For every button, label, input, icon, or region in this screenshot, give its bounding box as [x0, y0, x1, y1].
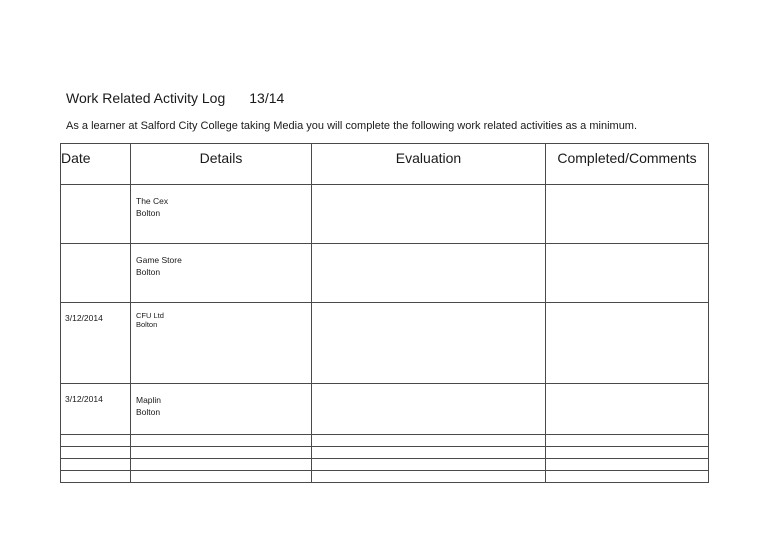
- details-line: Bolton: [136, 320, 158, 329]
- details-line: Maplin: [136, 395, 162, 405]
- empty-cell: [61, 471, 131, 483]
- empty-cell: [312, 435, 546, 447]
- details-line: The Cex: [136, 196, 169, 206]
- intro-text: As a learner at Salford City College taking Media you will complete the following work related activities as a minimum.: [66, 120, 638, 132]
- details-cell: [131, 384, 312, 435]
- empty-cell: [61, 447, 131, 459]
- empty-table-row: [61, 435, 709, 447]
- header-details: Details: [131, 144, 312, 185]
- empty-table-row: [61, 459, 709, 471]
- header-date: Date: [61, 144, 131, 185]
- details-line: Bolton: [136, 407, 161, 417]
- empty-cell: [546, 435, 709, 447]
- evaluation-cell: [312, 244, 546, 303]
- evaluation-cell: [312, 384, 546, 435]
- table-row: [61, 384, 709, 435]
- document-code: 13/14: [249, 90, 285, 106]
- empty-table-row: [61, 471, 709, 483]
- empty-cell: [131, 471, 312, 483]
- activity-log-table: [60, 143, 709, 483]
- date-cell: 3/12/2014: [61, 384, 131, 435]
- empty-cell: [131, 435, 312, 447]
- details-line: Bolton: [136, 267, 161, 277]
- empty-cell: [131, 447, 312, 459]
- table-row: [61, 185, 709, 244]
- date-cell: [61, 244, 131, 303]
- date-cell: [61, 185, 131, 244]
- empty-cell: [61, 459, 131, 471]
- details-line: CFU Ltd: [136, 311, 164, 320]
- empty-table-row: [61, 447, 709, 459]
- completed-cell: [546, 185, 709, 244]
- details-line: Bolton: [136, 208, 161, 218]
- evaluation-cell: [312, 303, 546, 384]
- header-evaluation: Evaluation: [312, 144, 546, 185]
- header-completed-comments: Completed/Comments: [546, 144, 709, 185]
- completed-cell: [546, 244, 709, 303]
- document-title: Work Related Activity Log: [66, 90, 226, 106]
- details-cell: [131, 244, 312, 303]
- table-row: [61, 303, 709, 384]
- details-cell: [131, 303, 312, 384]
- empty-cell: [312, 471, 546, 483]
- date-cell: 3/12/2014: [61, 303, 131, 384]
- empty-cell: [546, 459, 709, 471]
- empty-cell: [312, 447, 546, 459]
- empty-cell: [131, 459, 312, 471]
- empty-cell: [546, 471, 709, 483]
- completed-cell: [546, 303, 709, 384]
- completed-cell: [546, 384, 709, 435]
- table-header-row: [61, 144, 709, 185]
- empty-cell: [312, 459, 546, 471]
- details-line: Game Store: [136, 255, 182, 265]
- table-row: [61, 244, 709, 303]
- empty-cell: [61, 435, 131, 447]
- document-title-line: [66, 90, 284, 106]
- details-cell: [131, 185, 312, 244]
- evaluation-cell: [312, 185, 546, 244]
- empty-cell: [546, 447, 709, 459]
